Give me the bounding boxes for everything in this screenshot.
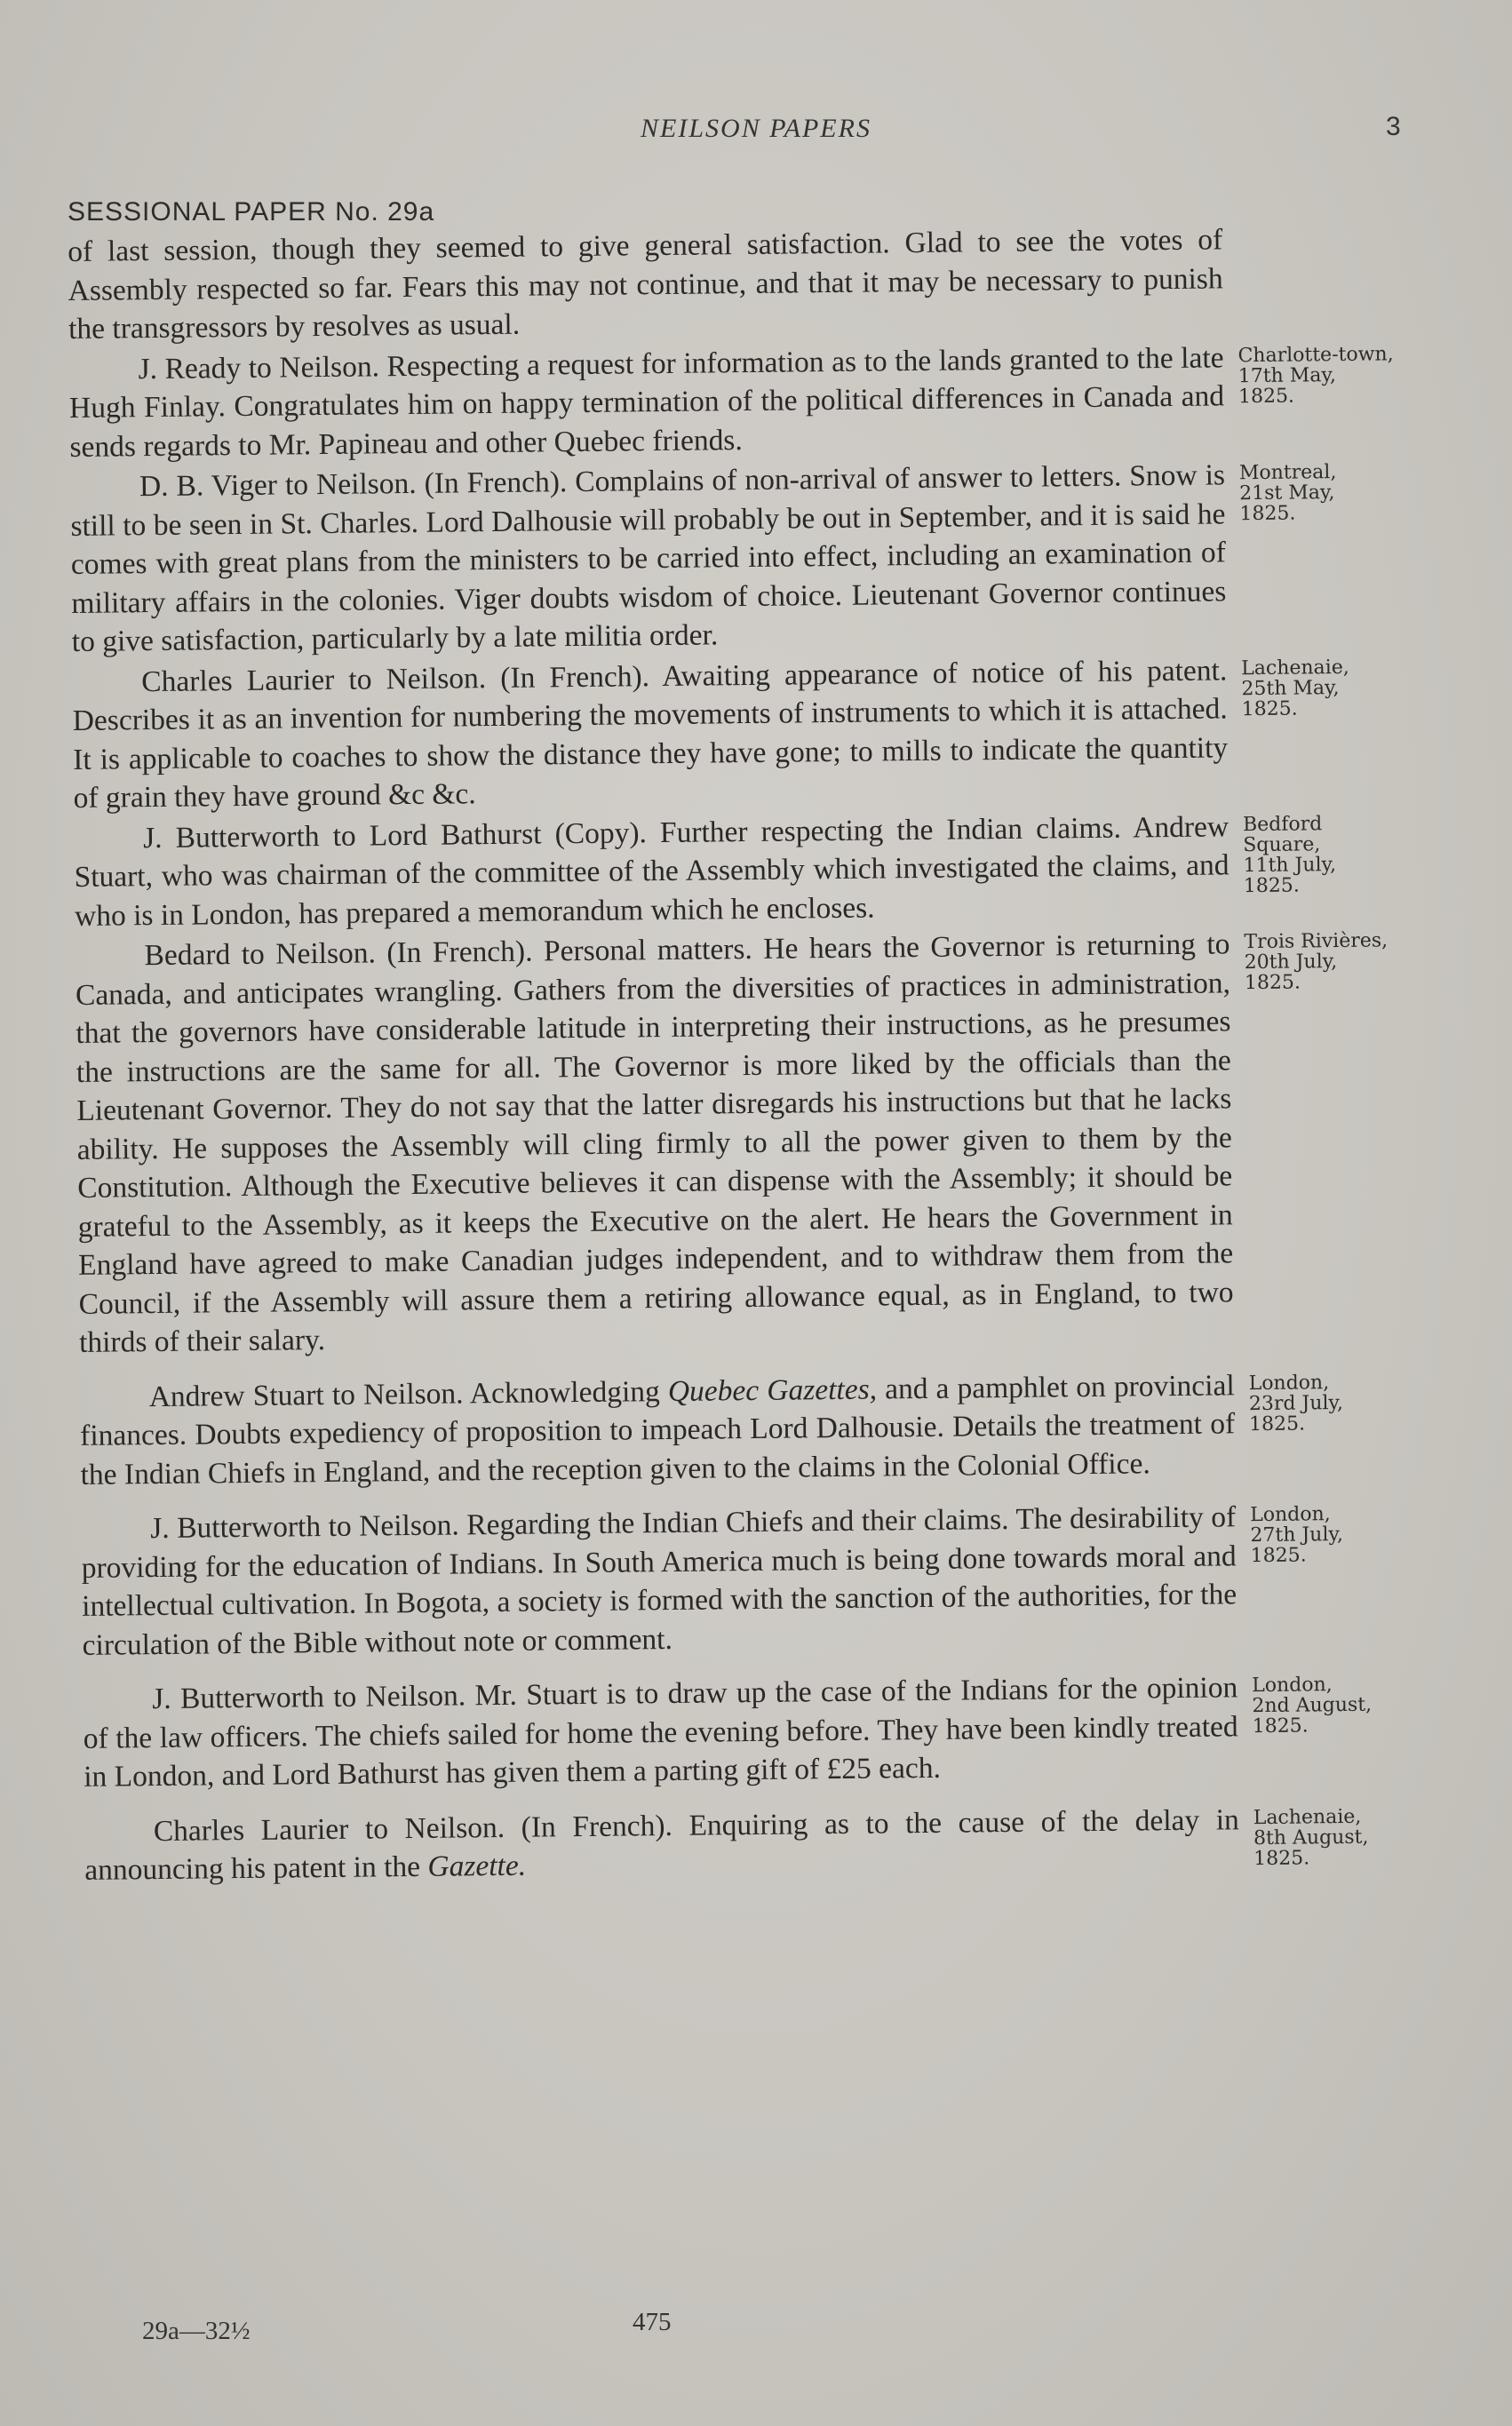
margin-date: 8th August, bbox=[1253, 1825, 1369, 1849]
margin-note bbox=[1243, 813, 1404, 896]
letter-summary bbox=[80, 1366, 1236, 1494]
margin-year: 1825. bbox=[1244, 971, 1301, 995]
letter-entry bbox=[72, 651, 1349, 818]
margin-place: Lachenaie, bbox=[1241, 656, 1349, 680]
letter-entry bbox=[70, 456, 1337, 661]
margin-place: London, bbox=[1250, 1503, 1331, 1527]
intro-paragraph: of last session, though they seemed to give general satisfaction. Glad to see the votes of Assembly respected so far. Fears this may not continue, and that it may be necessary to punish the transgressors by resolves as usual. bbox=[68, 223, 1223, 346]
margin-date: 20th July, bbox=[1244, 951, 1338, 974]
margin-note bbox=[1241, 656, 1402, 720]
margin-date: 25th May, bbox=[1241, 676, 1340, 700]
margin-place: London, bbox=[1248, 1371, 1330, 1395]
letter-summary-text: and a pamphlet on provincial finances. Doubts expediency of proposition to impeach Lord Dalhousie. Details the treatment of the Indian Chiefs in England, and the reception given to the claims in the Colonial Office. bbox=[79, 1368, 1236, 1491]
margin-year: 1825. bbox=[1252, 1714, 1309, 1738]
margin-date: 2nd August, bbox=[1252, 1693, 1373, 1718]
margin-note bbox=[1250, 1503, 1411, 1566]
margin-year: 1825. bbox=[1239, 502, 1296, 526]
folio-number: 475 bbox=[633, 2308, 672, 2336]
margin-place: Montreal, bbox=[1238, 461, 1337, 485]
margin-date: 11th July, bbox=[1243, 853, 1337, 877]
page-body bbox=[68, 220, 1394, 1889]
publication-title: Gazette. bbox=[427, 1849, 527, 1883]
margin-date: 23rd July, bbox=[1248, 1391, 1344, 1415]
sessional-paper-label: SESSIONAL PAPER No. 29a bbox=[68, 197, 435, 227]
letter-entry bbox=[83, 1668, 1373, 1796]
letter-summary-text: Charles Laurier to Neilson. (In French). Enquiring as to the cause of the delay in announcing his patent in the bbox=[84, 1802, 1239, 1887]
margin-place: London, bbox=[1252, 1674, 1333, 1698]
letter-summary: D. B. Viger to Neilson. (In French). Complains of non-arrival of answer to letters. Snow is still to be seen in St. Charles. Lord Dalhousie will probably be out in September, and it is said he comes with great plans from the ministers to be carried into effect, including an examination of military affairs in the colonies. Viger doubts wisdom of choice. Lieutenant Governor continues to give satisfaction, particularly by a late militia order. bbox=[70, 458, 1227, 658]
letter-summary: J. Butterworth to Neilson. Mr. Stuart is to draw up the case of the Indians for the opinion of the law officers. The chiefs sailed for home the evening before. They have been kindly treated in London, and Lord Bathurst has given them a parting gift of £25 each. bbox=[83, 1671, 1238, 1794]
letter-entry bbox=[84, 1801, 1369, 1890]
running-head: NEILSON PAPERS bbox=[641, 114, 871, 143]
margin-place: Bedford Square, bbox=[1242, 812, 1323, 856]
margin-note bbox=[1237, 344, 1398, 407]
letter-entry bbox=[79, 1366, 1344, 1494]
letter-summary: Bedard to Neilson. (In French). Personal matters. He hears the Governor is returning to Canada, and anticipates wrangling. Gathers from the diversities of practices in administration, that the governors have considerable latitude in interpreting their instructions, as he presumes the instructions are the same for all. The Governor is more liked by the officials than the Lieutenant Governor. They do not say that the latter disregards his instructions but that he lacks ability. He supposes the Assembly will cling firmly to all the power given to them by the Constitution. Although the Executive believes it can dispense with the Assembly; it should be grateful to the Assembly, as it keeps the Executive on the alert. He hears the Government in England have agreed to make Canadian judges independent, and to withdraw them from the Council, if the Assembly will assure them a retiring allowance equal, as in England, to two thirds of their salary. bbox=[75, 927, 1234, 1359]
margin-date: 27th July, bbox=[1250, 1523, 1344, 1547]
margin-year: 1825. bbox=[1253, 1846, 1310, 1870]
margin-note bbox=[1239, 461, 1400, 524]
margin-note bbox=[1253, 1806, 1414, 1869]
margin-year: 1825. bbox=[1248, 1412, 1306, 1436]
margin-note bbox=[1249, 1372, 1410, 1435]
margin-place: Trois Rivières, bbox=[1244, 929, 1389, 954]
margin-date: 17th May, bbox=[1237, 363, 1337, 387]
letter-summary bbox=[84, 1801, 1240, 1890]
letter-entry bbox=[74, 807, 1337, 935]
margin-note bbox=[1244, 930, 1405, 993]
signature-mark: 29a—32½ bbox=[142, 2317, 251, 2345]
publication-title: Quebec Gazettes, bbox=[667, 1372, 878, 1408]
letter-entry bbox=[75, 925, 1389, 1362]
margin-year: 1825. bbox=[1243, 874, 1300, 897]
page-number: 3 bbox=[1386, 112, 1401, 141]
letter-entry bbox=[81, 1498, 1344, 1665]
letter-summary: J. Butterworth to Lord Bathurst (Copy). Further respecting the Indian claims. Andrew Stuart, who was chairman of the committee of the Assembly which investigated the claims, and who is in London, has prepared a memorandum which he encloses. bbox=[74, 809, 1229, 933]
margin-date: 21st May, bbox=[1239, 481, 1335, 505]
margin-note bbox=[1252, 1674, 1413, 1737]
letter-summary: Charles Laurier to Neilson. (In French). Awaiting appearance of notice of his patent. Describes it as an invention for numbering the movements of instruments to which it is attached. It is applicable to coaches to show the distance they have gone; to mills to indicate the quantity of grain they have ground &c &c. bbox=[72, 653, 1229, 815]
letter-summary: J. Butterworth to Neilson. Regarding the Indian Chiefs and their claims. The desirability of providing for the education of Indians. In South America much is being done towards moral and intellectual cultivation. In Bogota, a society is formed with the sanction of the authorities, for the circulation of the Bible without note or comment. bbox=[81, 1500, 1237, 1662]
margin-place: Lachenaie, bbox=[1253, 1805, 1362, 1829]
margin-year: 1825. bbox=[1250, 1544, 1307, 1568]
intro-paragraph-block bbox=[68, 220, 1223, 348]
letter-summary-text: Andrew Stuart to Neilson. Acknowledging bbox=[148, 1374, 669, 1413]
letter-entry bbox=[68, 338, 1394, 466]
margin-place: Charlotte-town, bbox=[1237, 342, 1394, 367]
margin-year: 1825. bbox=[1237, 385, 1295, 408]
margin-year: 1825. bbox=[1241, 697, 1298, 720]
letter-summary: J. Ready to Neilson. Respecting a request for information as to the lands granted to the late Hugh Finlay. Congratulates him on happy termination of the political differences in Canada and sends regards to Mr. Papineau and other Quebec friends. bbox=[68, 340, 1225, 464]
